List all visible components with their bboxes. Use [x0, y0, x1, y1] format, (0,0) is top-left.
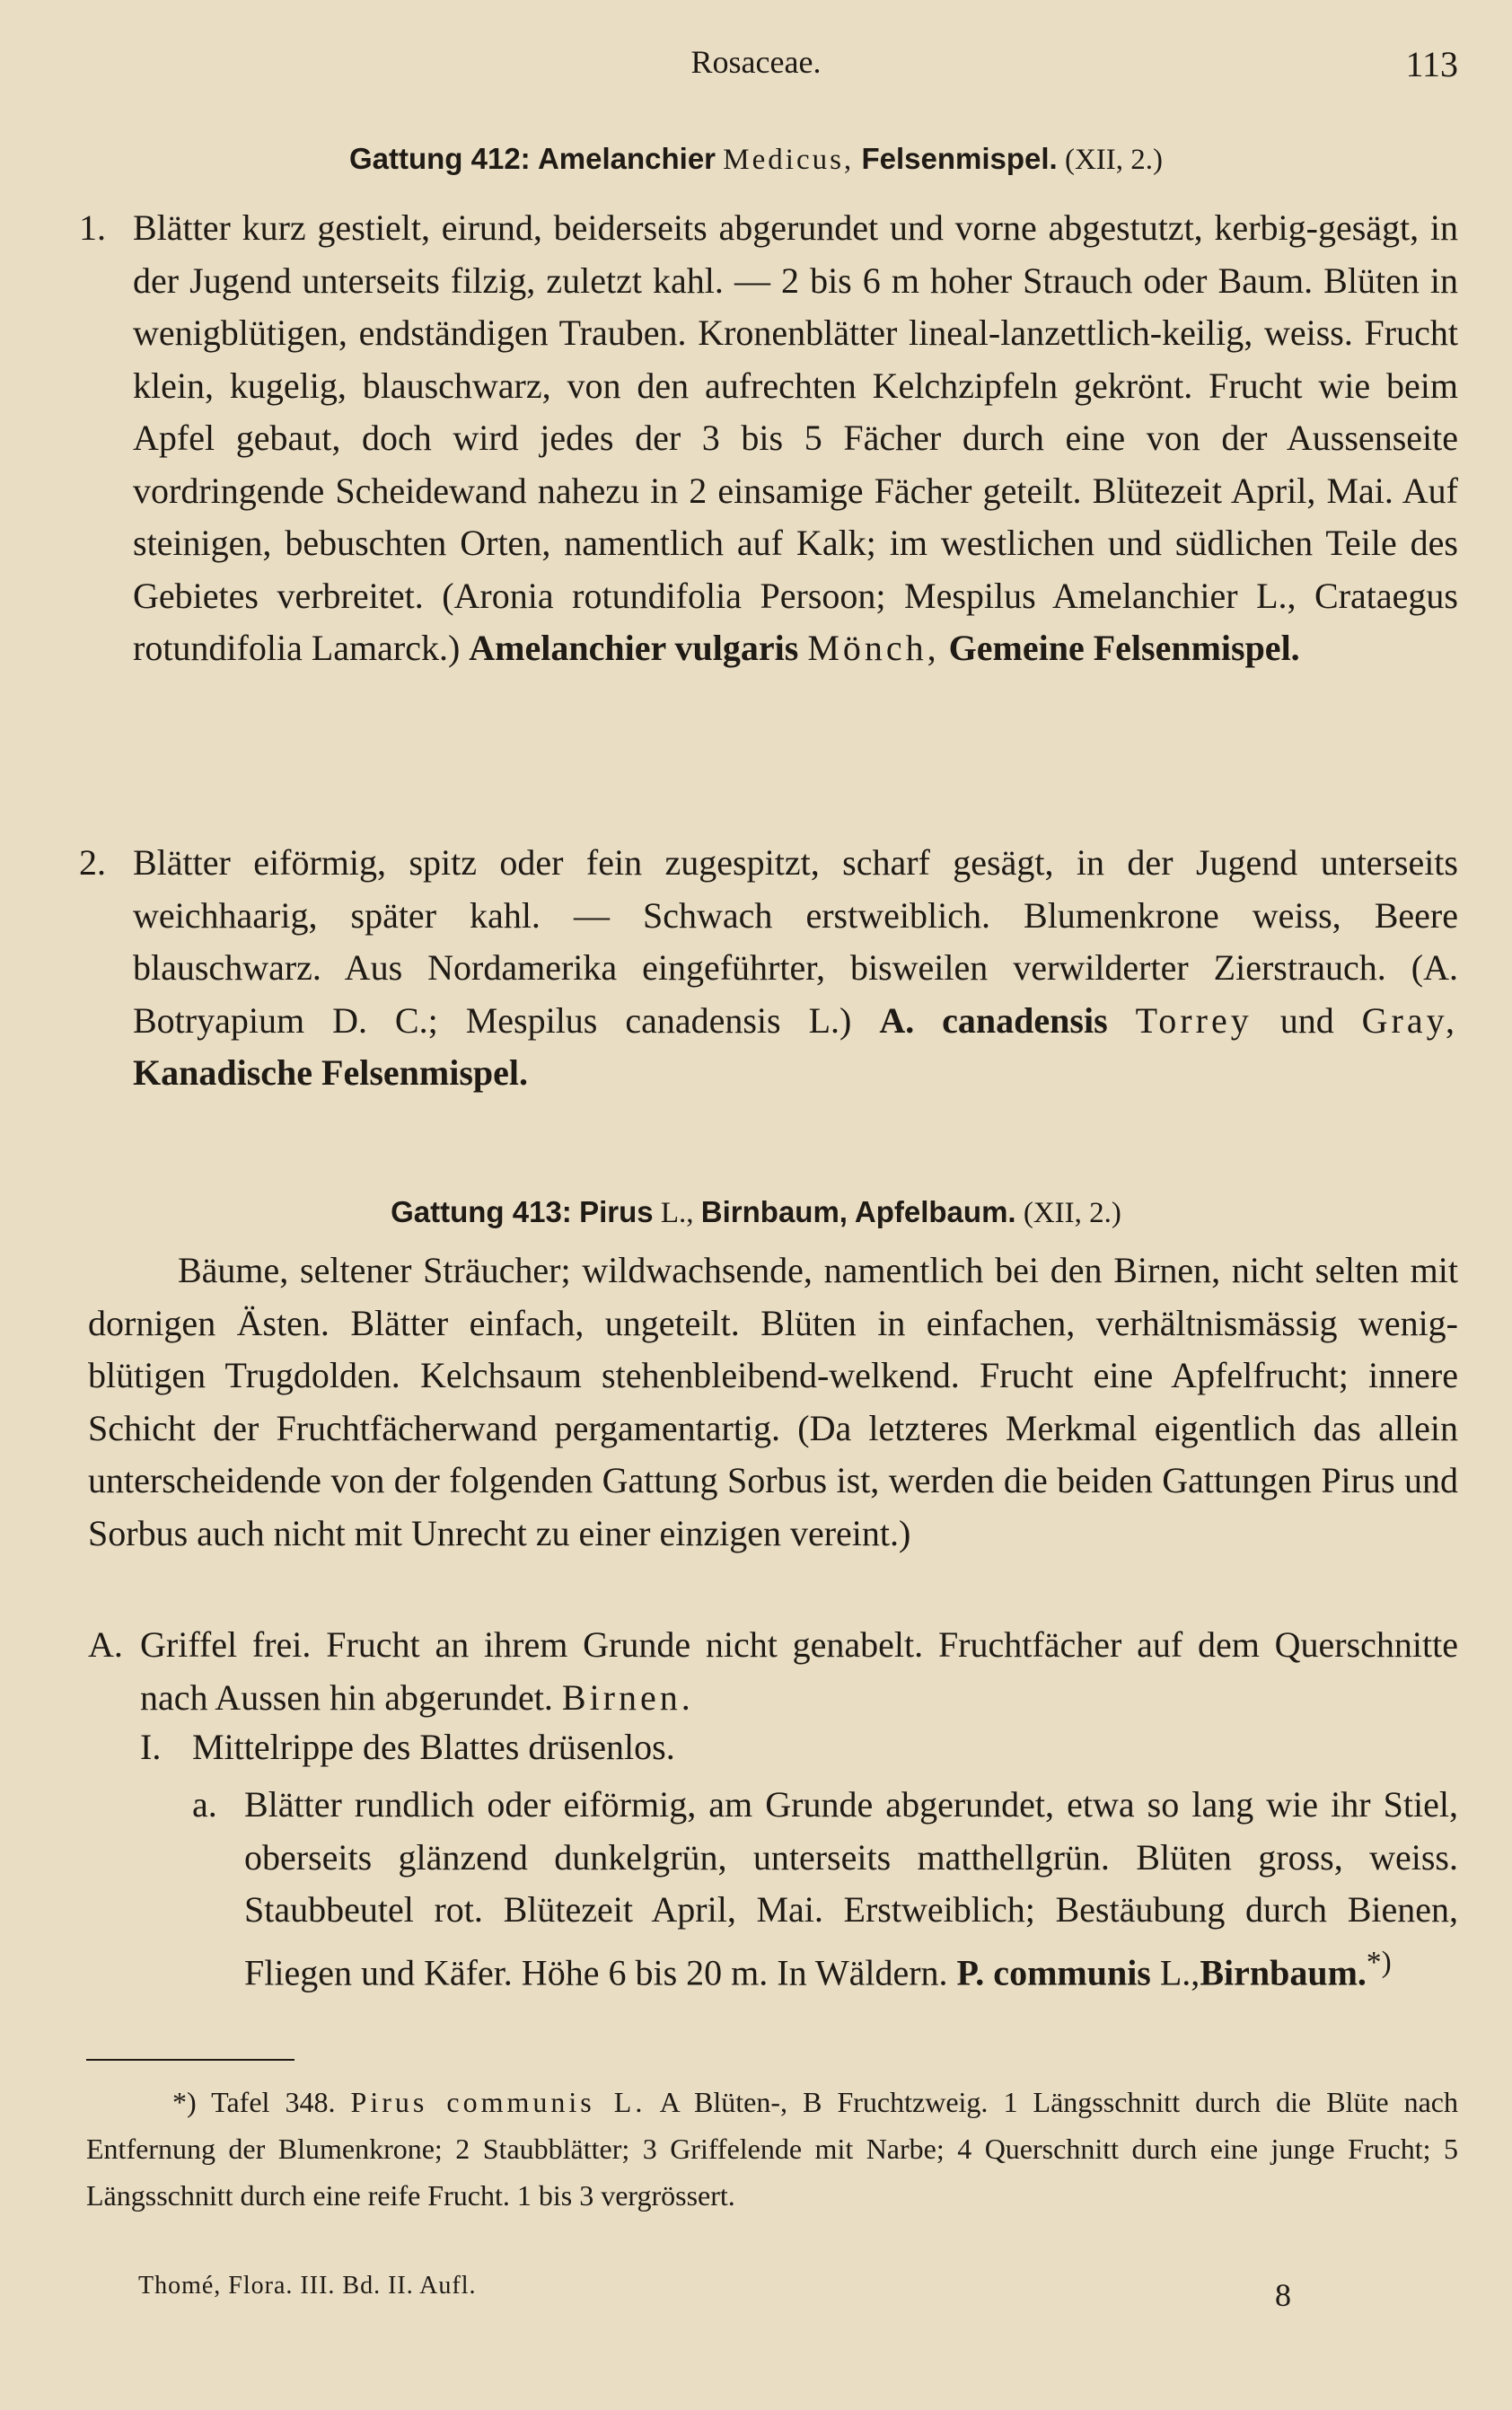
signature-mark: 8	[1275, 2277, 1291, 2313]
footnote-plate: Tafel 348.	[211, 2086, 336, 2118]
species-author: Mönch,	[807, 628, 940, 668]
genus-name: Amelanchier	[537, 142, 716, 175]
genus-label: Gattung 412:	[348, 142, 531, 175]
key-label: A.	[88, 1624, 123, 1665]
entry-number: 2.	[79, 842, 106, 883]
species-name: A. canadensis	[879, 999, 1108, 1041]
footnote-reference: *)	[1366, 1945, 1392, 1979]
footnote	[86, 2079, 1458, 2219]
entry-description: Blätter eiförmig, spitz oder fein zugespitzt, scharf gesägt, in der Jugend unterseits weichhaarig, später kahl. — Schwach erstweiblich. Blumenkrone weiss, Beere blauschwarz. Aus Nordamerika eingeführter, bisweilen verwilderter Zierstrauch. (A. Botryapium D. C.; Mespilus canadensis L.)	[133, 842, 1458, 1041]
species-common-name: Gemeine Felsenmispel.	[948, 628, 1300, 668]
key-text: Blätter rundlich oder eiförmig, am Grunde abgerundet, etwa so lang wie ihr Stiel, oberseits glänzend dunkelgrün, unterseits matthellgrün. Blüten gross, weiss. Staubbeutel rot. Blütezeit April, Mai. Erstweiblich; Bestäubung durch Bienen, Fliegen und Käfer. Höhe 6 bis 20 m. In Wäldern.	[244, 1784, 1458, 1992]
running-head	[0, 43, 1512, 88]
entry-description: Blätter kurz gestielt, eirund, beiderseits abgerundet und vorne abgestutzt, kerbig-gesägt, in der Jugend unterseits filzig, zuletzt kahl. — 2 bis 6 m hoher Strauch oder Baum. Blüten in wenigblütigen, endständigen Trauben. Kronenblätter lineal-lanzettlich-keilig, weiss. Frucht klein, kugelig, blauschwarz, von den aufrechten Kelchzipfeln gekrönt. Frucht wie beim Apfel gebaut, doch wird jedes der 3 bis 5 Fächer durch eine von der Aussenseite vordringende Scheidewand nahezu in 2 einsamige Fächer geteilt. Blütezeit April, Mai. Auf steinigen, bebuschten Orten, namentlich auf Kalk; im westlichen und südlichen Teile des Gebietes verbreitet. (Aronia rotundifolia Persoon; Mespilus Amelanchier L., Crataegus rotundifolia Lamarck.)	[133, 207, 1458, 668]
footnote-mark: *)	[172, 2086, 197, 2118]
linnaean-class: (XII, 2.)	[1064, 144, 1163, 176]
genus-description: Bäume, seltener Sträucher; wildwachsende, namentlich bei den Birnen, nicht selten mit dornigen Ästen. Blätter einfach, ungeteilt. Blüten in einfachen, verhältnismässig wenig-blütigen Trugdolden. Kelchsaum stehenbleibend-welkend. Frucht eine Apfelfrucht; innere Schicht der Fruchtfächerwand pergamentartig. (Da letzteres Merkmal eigentlich das allein unterscheidende von der folgenden Gattung Sorbus ist, werden die beiden Gattungen Pirus und Sorbus auch nicht mit Unrecht zu einer einzigen vereint.)	[88, 1250, 1458, 1553]
page-number: 113	[1405, 44, 1458, 84]
species-author: L.,	[1159, 1951, 1200, 1992]
entry-number: 1.	[79, 207, 106, 248]
key-label: I.	[140, 1727, 162, 1767]
genus-common-name: Birnbaum, Apfelbaum.	[700, 1195, 1016, 1228]
footnote-text: A Blüten-, B Fruchtzweig. 1 Längsschnitt durch die Blüte nach Entfernung der Blumenkrone; 2 Staubblätter; 3 Griffelende mit Narbe; 4 Querschnitt durch eine junge Frucht; 5 Längsschnitt durch eine reife Frucht. 1 bis 3 vergrössert.	[86, 2086, 1459, 2212]
species-name: P. communis	[956, 1951, 1151, 1992]
printer-imprint: Thomé, Flora. III. Bd. II. Aufl.	[138, 2272, 477, 2300]
species-common-name: Birnbaum.	[1200, 1951, 1367, 1992]
genus-author: L.,	[660, 1197, 694, 1229]
linnaean-class: (XII, 2.)	[1023, 1197, 1121, 1229]
species-author-2: Gray,	[1361, 999, 1459, 1041]
genus-heading-413	[0, 1195, 1512, 1230]
key-label: a.	[192, 1784, 217, 1825]
key-group: Birnen.	[561, 1676, 694, 1718]
key-text: Griffel frei. Frucht an ihrem Grunde nicht genabelt. Fruchtfächer auf dem Querschnitte nach Aussen hin abgerundet.	[140, 1624, 1458, 1718]
genus-author: Medicus,	[723, 144, 855, 176]
genus-common-name: Felsenmispel.	[861, 142, 1058, 175]
footnote-rule	[86, 2059, 294, 2061]
author-conjunction: und	[1279, 999, 1334, 1041]
key-text: Mittelrippe des Blattes drüsenlos.	[192, 1727, 675, 1767]
species-entry-1	[79, 202, 1458, 675]
species-name: Amelanchier vulgaris	[469, 628, 799, 668]
genus-name: Pirus	[579, 1195, 654, 1228]
species-author: Torrey	[1135, 999, 1253, 1041]
key-lead-A	[88, 1619, 1458, 1724]
genus-label: Gattung 413:	[391, 1195, 572, 1228]
species-entry-2	[79, 837, 1459, 1100]
species-common-name: Kanadische Felsenmispel.	[133, 1052, 529, 1093]
genus-heading-412	[0, 142, 1512, 177]
running-head-title: Rosaceae.	[690, 44, 822, 80]
footnote-species: Pirus communis L.	[350, 2086, 646, 2118]
key-lead-a	[192, 1779, 1458, 1999]
